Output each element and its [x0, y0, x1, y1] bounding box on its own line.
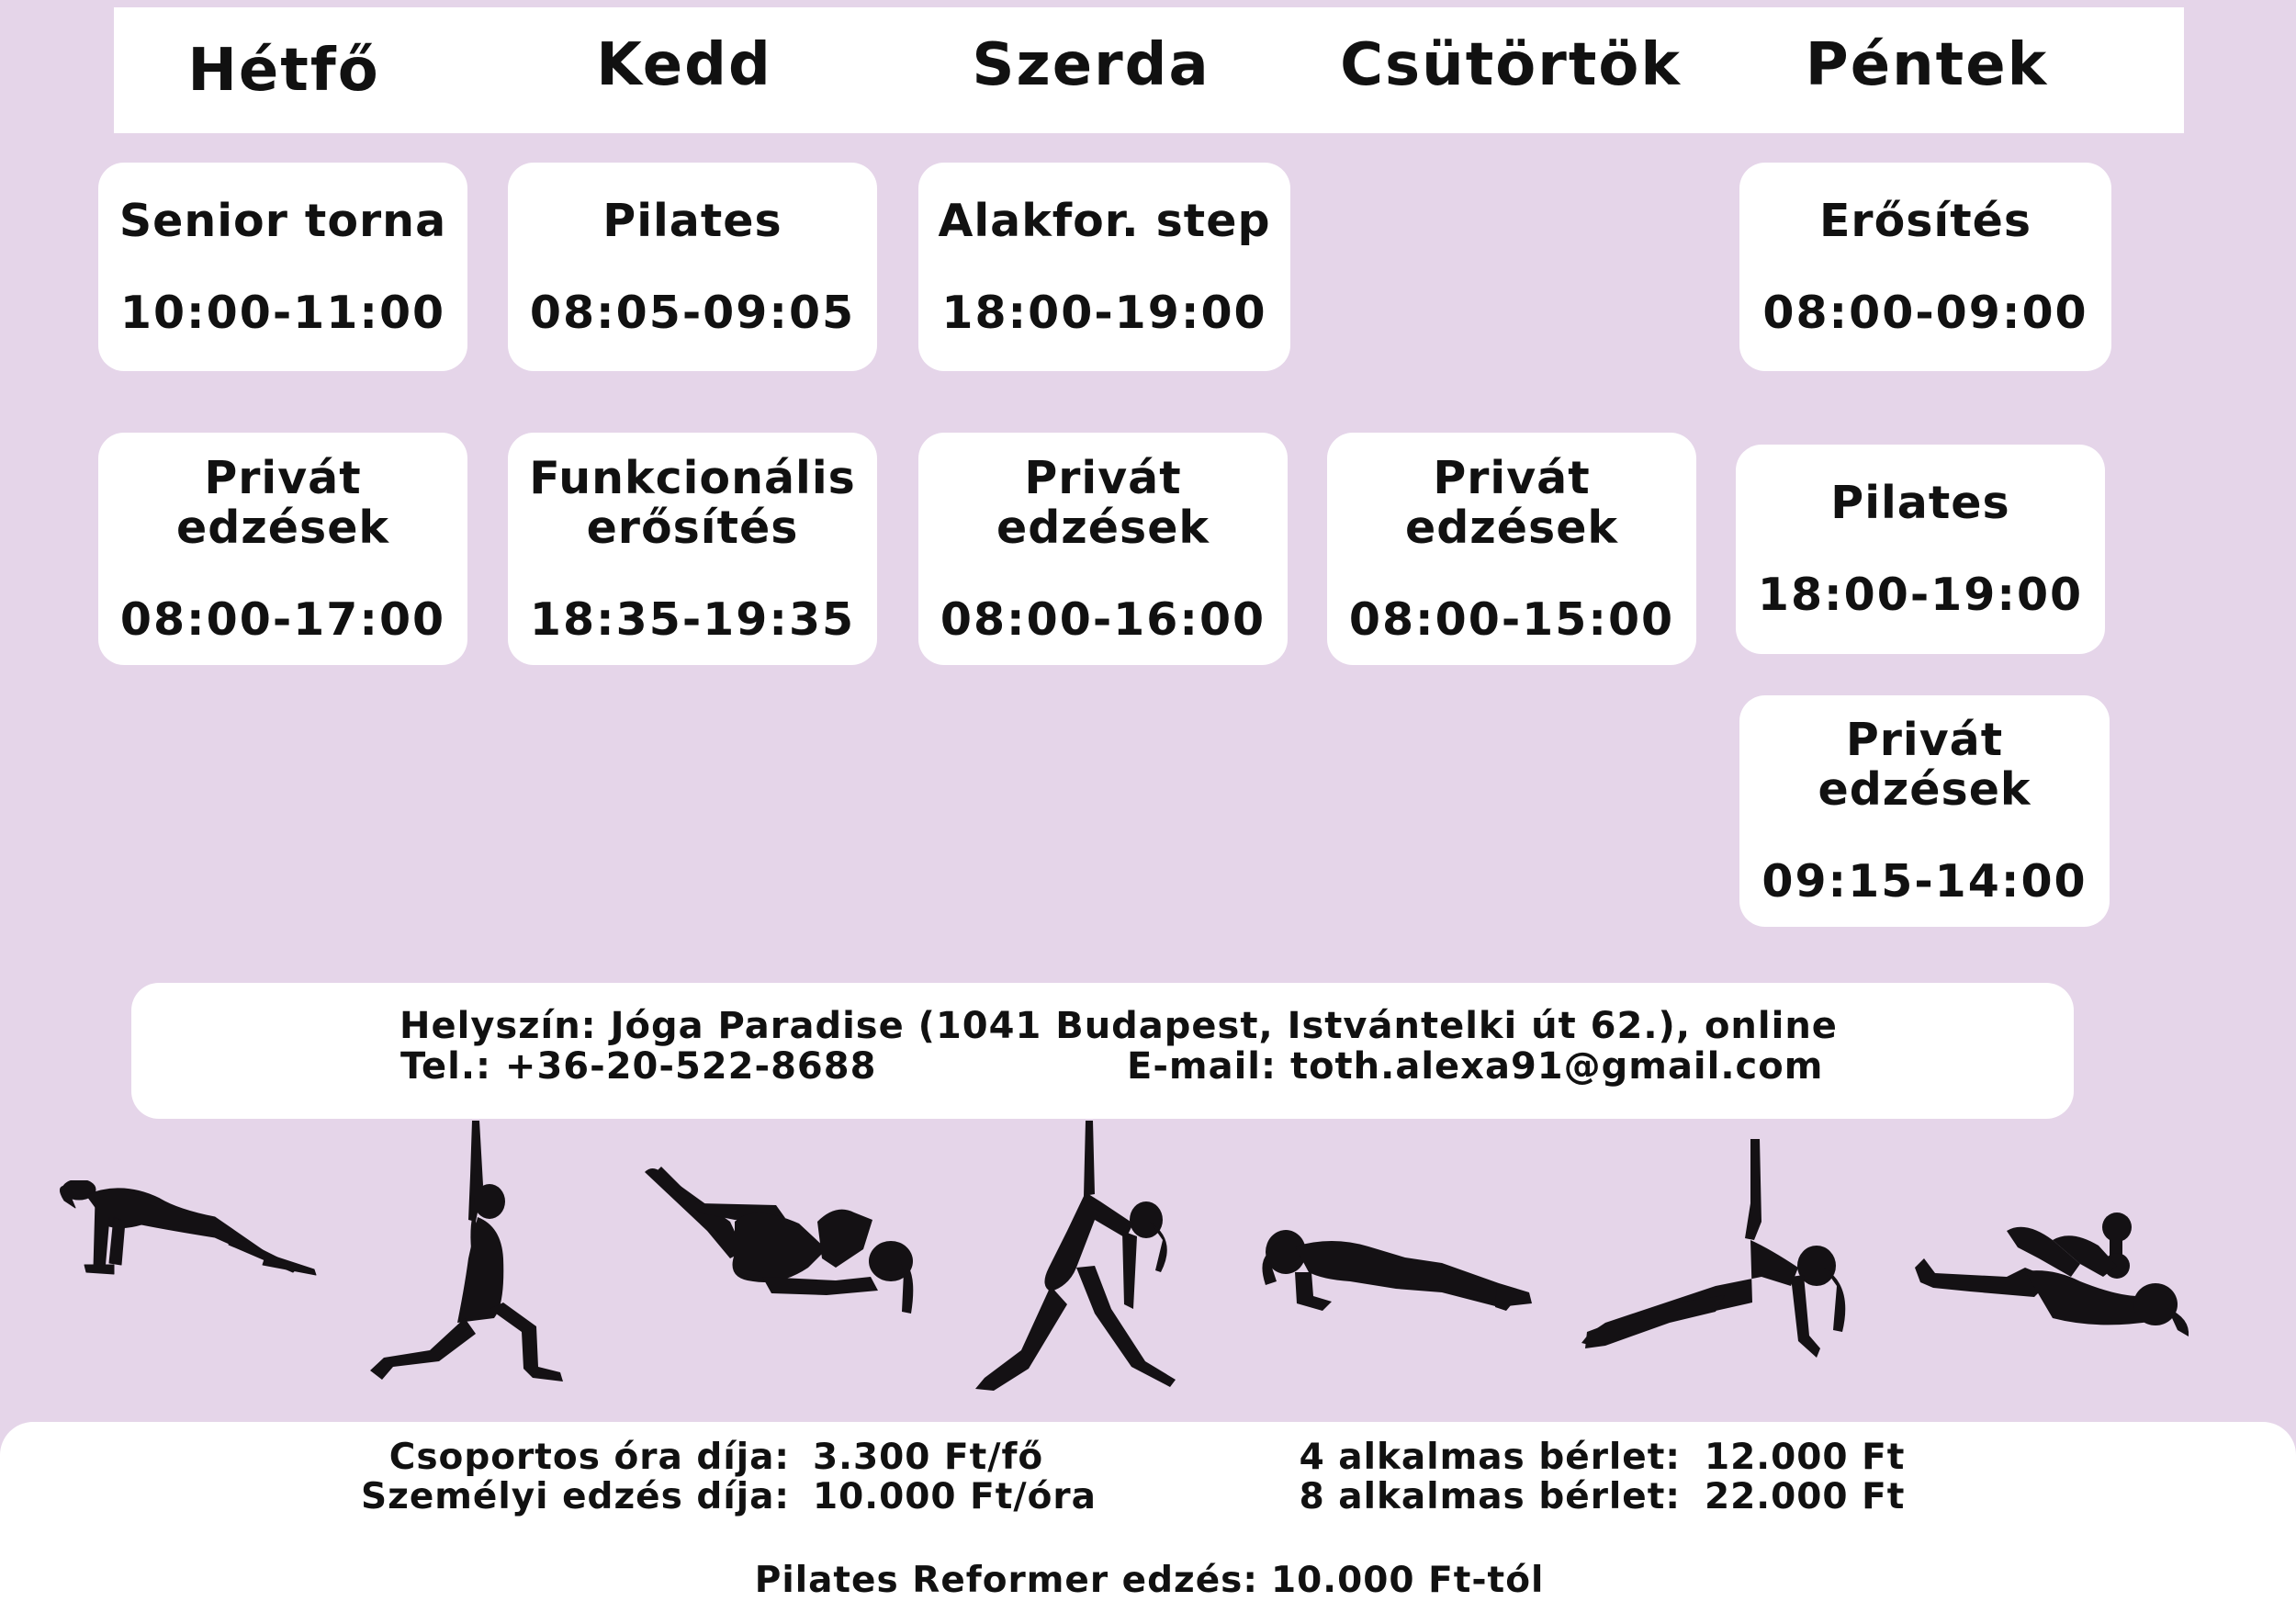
class-time: 08:00-16:00	[940, 592, 1266, 646]
class-time: 08:05-09:05	[529, 286, 856, 339]
class-name: Privát edzések	[1404, 451, 1619, 554]
class-card	[1327, 433, 1696, 665]
reformer-price: 10.000 Ft-tól	[1271, 1560, 1545, 1601]
class-name: Funkcionális erősítés	[529, 451, 856, 554]
class-name: Alakfor. step	[938, 194, 1271, 247]
class-time: 08:00-15:00	[1348, 592, 1675, 646]
class-card	[98, 163, 467, 371]
class-card	[98, 433, 467, 665]
lunge-pose-icon	[366, 1121, 572, 1387]
class-name: Pilates	[1830, 477, 2010, 529]
class-name: Senior torna	[118, 194, 447, 247]
class-time: 09:15-14:00	[1761, 855, 2088, 908]
email-text: E-mail: toth.alexa91@gmail.com	[1127, 1045, 1824, 1088]
day-thursday: Csütörtök	[1340, 31, 1682, 99]
class-card	[918, 433, 1288, 665]
plank-pose-icon	[1258, 1226, 1534, 1327]
class-card	[508, 433, 877, 665]
class-name: Pilates	[602, 194, 782, 247]
class-card	[1736, 445, 2105, 654]
class-time: 18:35-19:35	[529, 592, 856, 646]
location-text: Helyszín: Jóga Paradise (1041 Budapest, Istvántelki út 62.), online	[400, 1005, 1838, 1047]
class-name: Erősítés	[1818, 194, 2032, 247]
crunch-pose-icon	[643, 1167, 918, 1327]
class-name: Privát edzések	[175, 451, 390, 554]
class-time: 08:00-09:00	[1762, 286, 2088, 339]
personal-training-price: 10.000 Ft/óra	[813, 1476, 1097, 1517]
group-class-label: Csoportos óra díja:	[388, 1437, 790, 1478]
class-card	[1739, 695, 2110, 927]
class-card	[1739, 163, 2111, 371]
day-wednesday: Szerda	[972, 31, 1210, 99]
reformer-label: Pilates Reformer edzés:	[754, 1560, 1258, 1601]
side-plank-pose-icon	[1578, 1139, 1863, 1364]
class-time: 10:00-11:00	[119, 286, 446, 339]
day-tuesday: Kedd	[596, 31, 772, 99]
pass-8-price: 22.000 Ft	[1705, 1476, 1906, 1517]
day-monday: Hétfő	[187, 37, 380, 105]
pass-4-label: 4 alkalmas bérlet:	[1299, 1437, 1681, 1478]
personal-training-label: Személyi edzés díja:	[361, 1476, 790, 1517]
phone-text: Tel.: +36-20-522-8688	[400, 1045, 877, 1088]
bridge-pose-icon	[59, 1180, 325, 1309]
class-time: 08:00-17:00	[119, 592, 446, 646]
class-card	[508, 163, 877, 371]
day-friday: Péntek	[1805, 31, 2049, 99]
day-header	[114, 7, 2184, 133]
pass-8-label: 8 alkalmas bérlet:	[1299, 1476, 1681, 1517]
class-name: Privát edzések	[1818, 714, 2032, 816]
triangle-pose-icon	[966, 1121, 1177, 1392]
class-name: Privát edzések	[996, 451, 1210, 554]
pass-4-price: 12.000 Ft	[1705, 1437, 1906, 1478]
contact-info	[131, 983, 2074, 1119]
price-list	[0, 1422, 2296, 1624]
class-time: 18:00-19:00	[1757, 569, 2084, 621]
group-class-price: 3.300 Ft/fő	[813, 1437, 1044, 1478]
class-time: 18:00-19:00	[941, 286, 1267, 339]
dumbbell-crunch-icon	[1915, 1212, 2190, 1336]
class-card	[918, 163, 1290, 371]
